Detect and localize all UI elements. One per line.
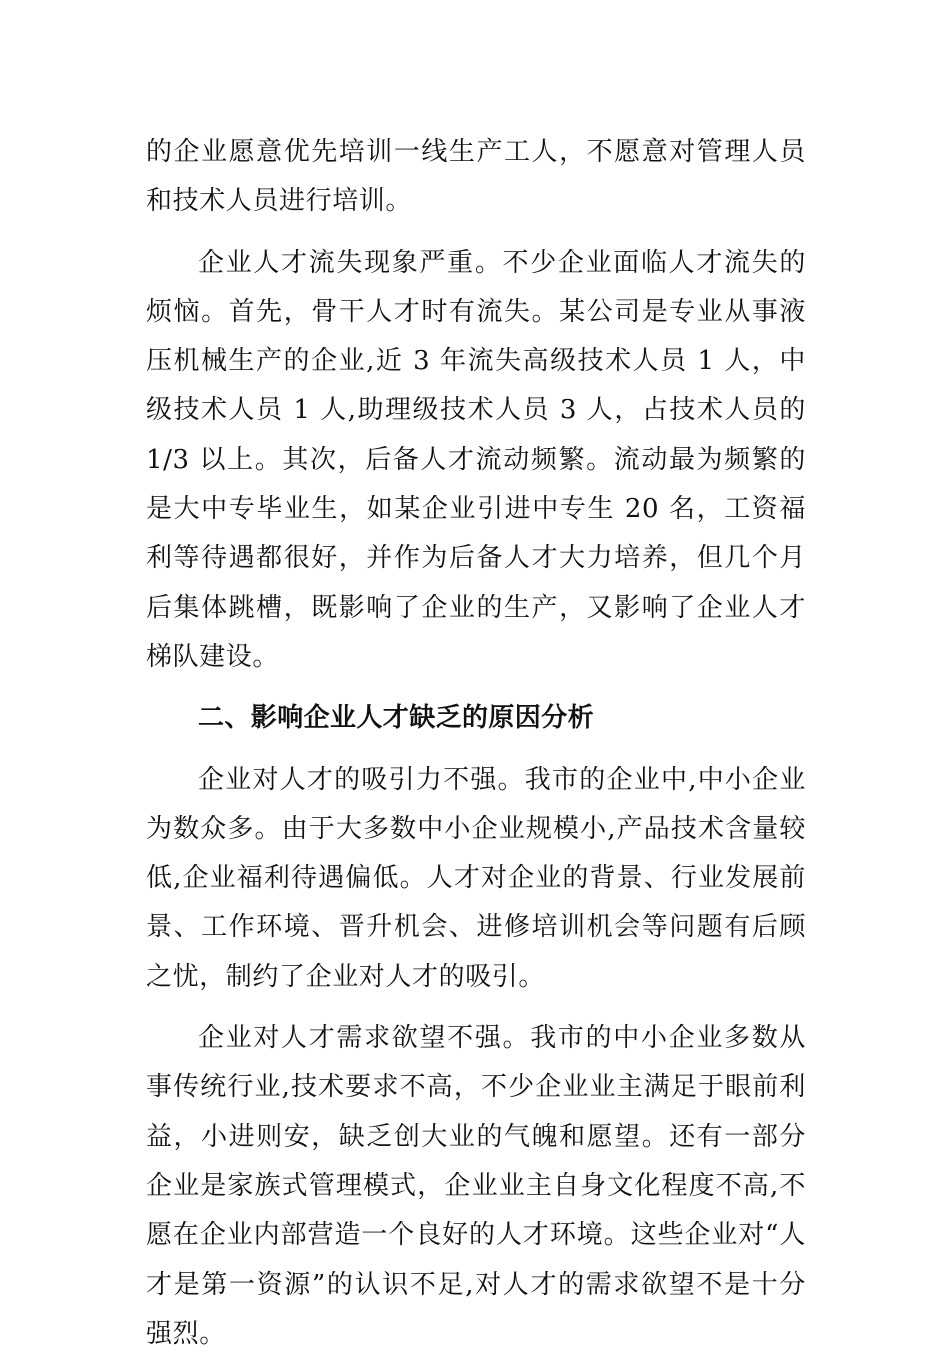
paragraph-gap bbox=[146, 227, 806, 239]
paragraph-training-continued: 的企业愿意优先培训一线生产工人，不愿意对管理人员和技术人员进行培训。 bbox=[146, 137, 806, 217]
section-heading-cause-analysis: 二、影响企业人才缺乏的原因分析 bbox=[198, 703, 595, 734]
paragraph-gap bbox=[146, 744, 806, 756]
paragraph-talent-loss: 企业人才流失现象严重。不少企业面临人才流失的烦恼。首先，骨干人才时有流失。某公司是专业从事液压机械生产的企业,近 3 年流失高级技术人员 1 人，中级技术人员 1 人,助理级技术人员 3 人，占技术人员的 1/3 以上。其次，后备人才流动频繁。流动最为频繁的是大中专毕业生，如某企业引进中专生 20 名，工资福利等待遇都很好，并作为后备人才大力培养，但几个月后集体跳槽，既影响了企业的生产，又影响了企业人才梯队建设。 bbox=[146, 247, 806, 672]
paragraph-attraction: 企业对人才的吸引力不强。我市的企业中,中小企业为数众多。由于大多数中小企业规模小,产品技术含量较低,企业福利待遇偏低。人才对企业的背景、行业发展前景、工作环境、晋升机会、进修培训机会等问题有后顾之忧，制约了企业对人才的吸引。 bbox=[146, 764, 806, 992]
document-page bbox=[146, 128, 806, 1359]
paragraph-gap bbox=[146, 1002, 806, 1014]
paragraph-gap bbox=[146, 682, 806, 694]
paragraph-demand: 企业对人才需求欲望不强。我市的中小企业多数从事传统行业,技术要求不高，不少企业业主满足于眼前利益，小进则安，缺乏创大业的气魄和愿望。还有一部分企业是家族式管理模式，企业业主自身文化程度不高,不愿在企业内部营造一个良好的人才环境。这些企业对“人才是第一资源”的认识不足,对人才的需求欲望不是十分强烈。 bbox=[146, 1023, 806, 1349]
